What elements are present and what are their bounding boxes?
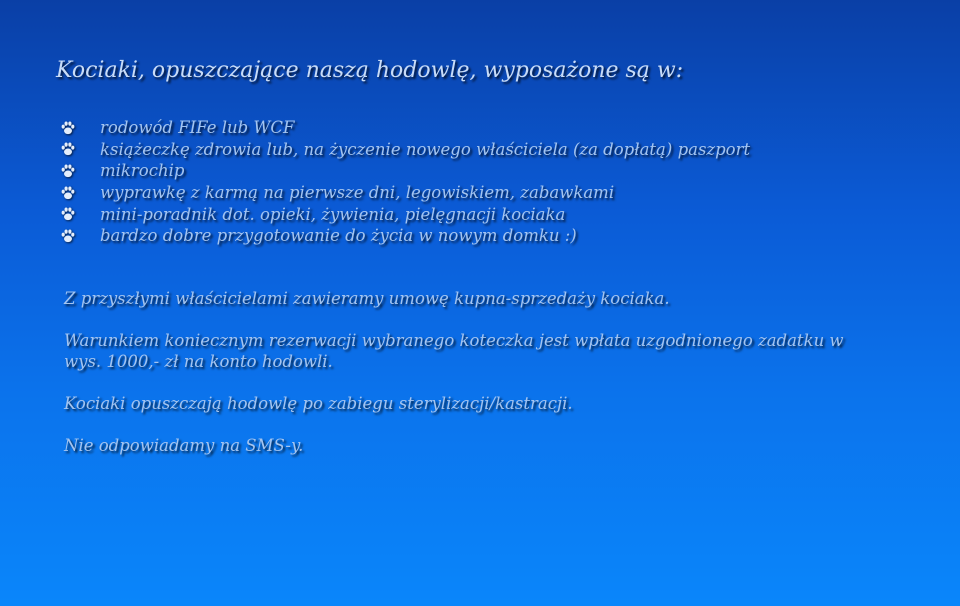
list-item	[60, 139, 750, 161]
feature-text: wyprawkę z karmą na pierwsze dni, legowiskiem, zabawkami	[100, 183, 615, 203]
paw-icon	[60, 141, 76, 157]
note-contract: Z przyszłymi właścicielami zawieramy umowę kupna-sprzedaży kociaka.	[64, 289, 670, 308]
note-reservation: Warunkiem koniecznym rezerwacji wybranego koteczka jest wpłata uzgodnionego zadatku w wys. 1000,- zł na konto hodowli.	[64, 331, 844, 371]
note-sms: Nie odpowiadamy na SMS-y.	[64, 436, 304, 455]
features-list	[60, 117, 750, 247]
feature-text: rodowód FIFe lub WCF	[100, 118, 295, 138]
list-item	[60, 117, 750, 139]
feature-text: mini-poradnik dot. opieki, żywienia, pielęgnacji kociaka	[100, 204, 566, 224]
paw-icon	[60, 120, 76, 136]
list-item	[60, 203, 750, 225]
feature-text: mikrochip	[100, 161, 185, 181]
page-heading: Kociaki, opuszczające naszą hodowlę, wyposażone są w:	[56, 58, 684, 83]
feature-text: bardzo dobre przygotowanie do życia w nowym domku :)	[100, 226, 577, 246]
list-item	[60, 225, 750, 247]
list-item	[60, 182, 750, 204]
paw-icon	[60, 185, 76, 201]
paw-icon	[60, 206, 76, 222]
feature-text: książeczkę zdrowia lub, na życzenie nowego właściciela (za dopłatą) paszport	[100, 139, 751, 159]
paw-icon	[60, 163, 76, 179]
list-item	[60, 160, 750, 182]
notes-section	[64, 288, 844, 477]
paw-icon	[60, 228, 76, 244]
note-sterilization: Kociaki opuszczają hodowlę po zabiegu sterylizacji/kastracji.	[64, 394, 573, 413]
